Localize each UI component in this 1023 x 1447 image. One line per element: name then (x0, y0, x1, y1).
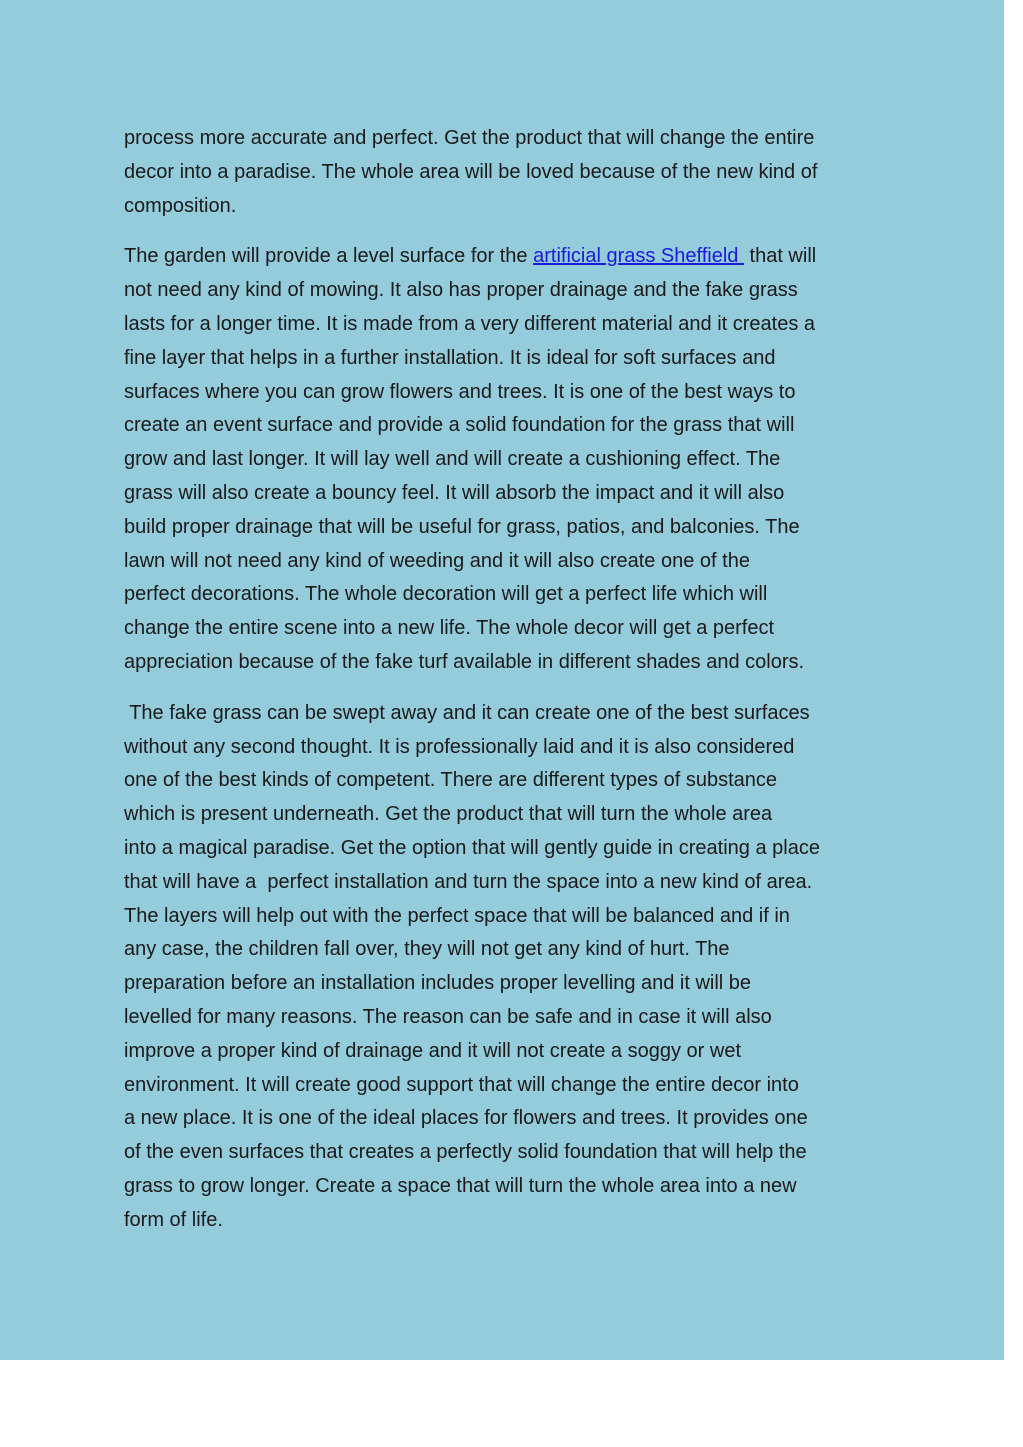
paragraph-2 (124, 240, 914, 679)
document-body (124, 122, 914, 1255)
text-line: grass to grow longer. Create a space that will turn the whole area into a new (124, 1174, 797, 1197)
text-line: lasts for a longer time. It is made from a very different material and it creates a (124, 312, 816, 335)
text-line: appreciation because of the fake turf available in different shades and colors. (124, 650, 805, 673)
text-line: any case, the children fall over, they will not get any kind of hurt. The (124, 938, 730, 961)
text-line: improve a proper kind of drainage and it will not create a soggy or wet (124, 1039, 742, 1062)
text-line: decor into a paradise. The whole area will be loved because of the new kind of (124, 160, 818, 183)
text-line: of the even surfaces that creates a perfectly solid foundation that will help the (124, 1141, 807, 1164)
text-before-link: The garden will provide a level surface for the (124, 245, 534, 268)
text-line: form of life. (124, 1208, 223, 1231)
text-line-with-link (124, 240, 914, 274)
paragraph-3 (124, 697, 914, 1238)
text-line: composition. (124, 194, 237, 217)
text-line: perfect decorations. The whole decoration will get a perfect life which will (124, 583, 768, 606)
text-line: The layers will help out with the perfect space that will be balanced and if in (124, 904, 790, 927)
text-line: a new place. It is one of the ideal places for flowers and trees. It provides one (124, 1107, 808, 1130)
text-line: without any second thought. It is professionally laid and it is also considered (124, 735, 795, 758)
paragraph-1 (124, 122, 914, 223)
text-line: change the entire scene into a new life. The whole decor will get a perfect (124, 617, 775, 640)
text-line: grass will also create a bouncy feel. It will absorb the impact and it will also (124, 481, 785, 504)
text-line: into a magical paradise. Get the option that will gently guide in creating a place (124, 836, 820, 859)
text-line: preparation before an installation includes proper levelling and it will be (124, 972, 752, 995)
text-line: The fake grass can be swept away and it can create one of the best surfaces (124, 701, 810, 724)
text-line: process more accurate and perfect. Get the product that will change the entire (124, 127, 815, 149)
text-line: levelled for many reasons. The reason can be safe and in case it will also (124, 1005, 772, 1028)
text-line: create an event surface and provide a solid foundation for the grass that will (124, 414, 795, 437)
text-line: not need any kind of mowing. It also has proper drainage and the fake grass (124, 279, 798, 302)
text-line: environment. It will create good support that will change the entire decor into (124, 1073, 799, 1096)
text-line: which is present underneath. Get the product that will turn the whole area (124, 803, 773, 826)
text-line: fine layer that helps in a further installation. It is ideal for soft surfaces and (124, 346, 776, 369)
text-line: lawn will not need any kind of weeding and it will also create one of the (124, 549, 750, 572)
text-after-link: that will (743, 245, 817, 268)
text-line: build proper drainage that will be useful for grass, patios, and balconies. The (124, 515, 800, 538)
artificial-grass-sheffield-link[interactable]: artificial grass Sheffield (533, 245, 744, 268)
text-line: one of the best kinds of competent. There are different types of substance (124, 769, 777, 792)
text-line: that will have a perfect installation and turn the space into a new kind of area. (124, 870, 813, 893)
text-line: grow and last longer. It will lay well and will create a cushioning effect. The (124, 448, 781, 471)
text-line: surfaces where you can grow flowers and trees. It is one of the best ways to (124, 380, 796, 403)
